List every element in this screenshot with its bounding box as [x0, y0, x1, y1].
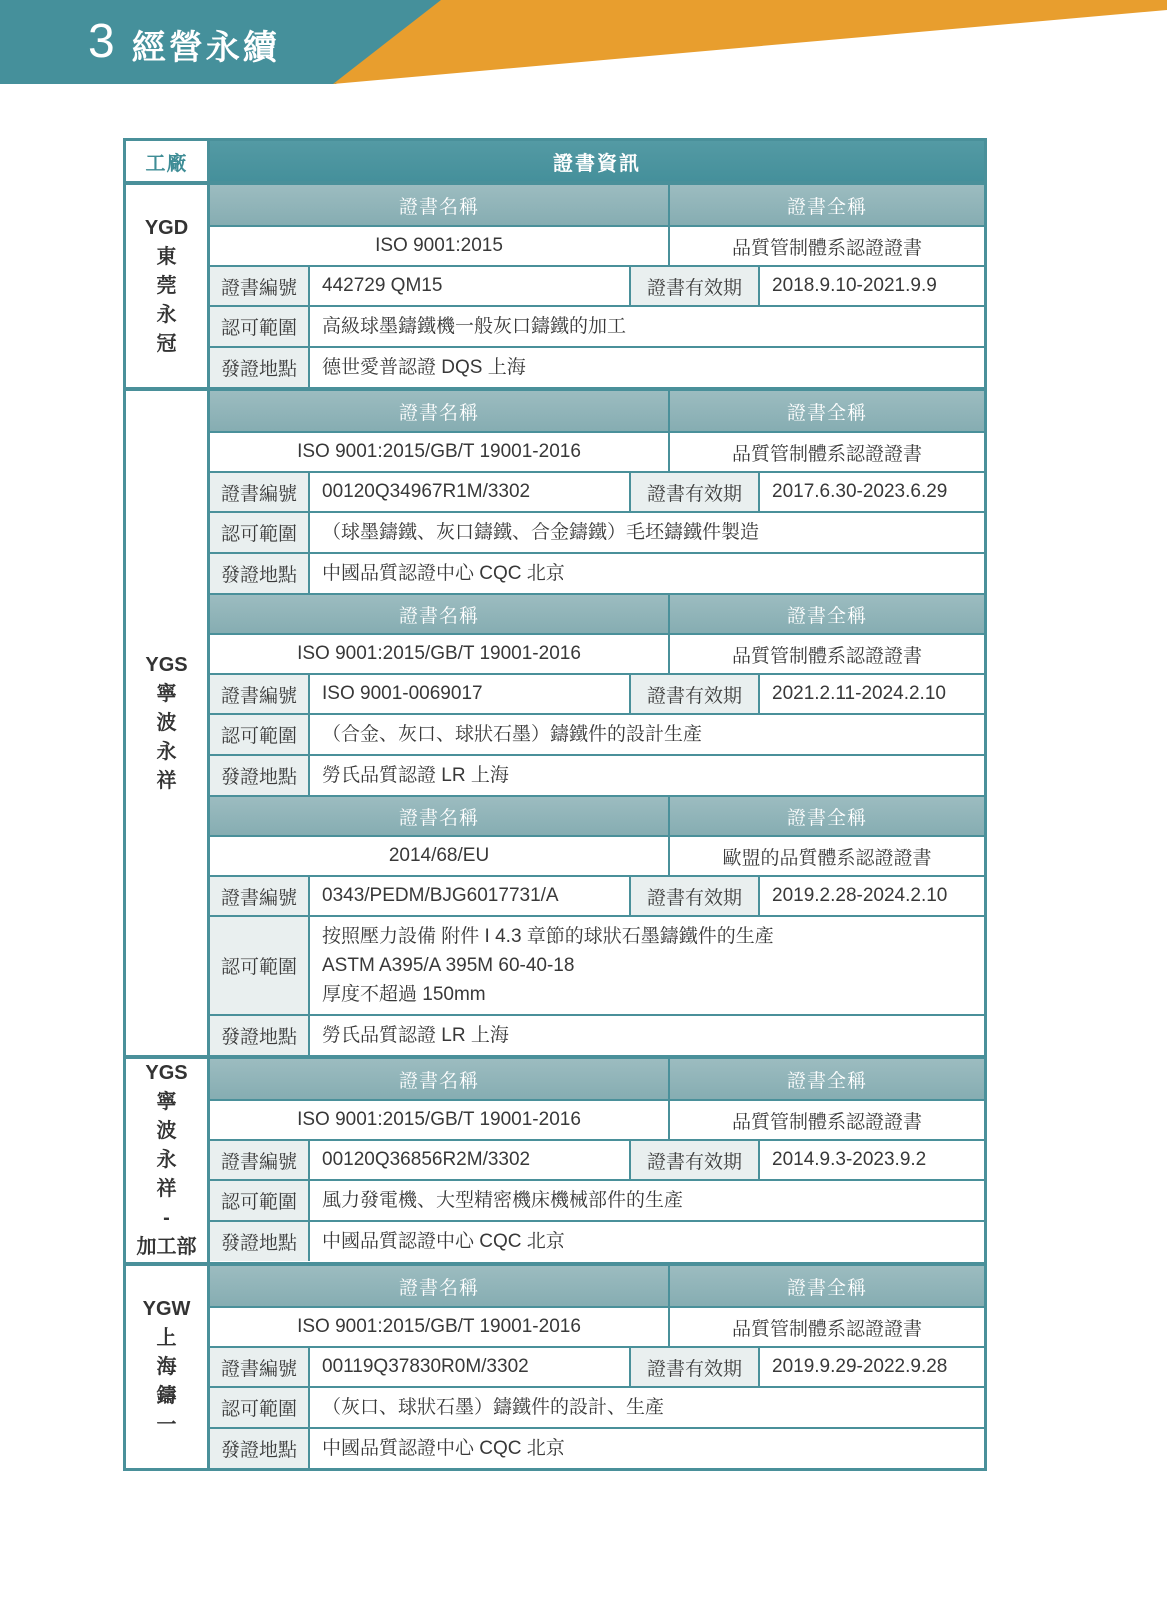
- cert-scope-row: [210, 511, 984, 552]
- cert-place-line: 中國品質認證中心 CQC 北京: [322, 1231, 565, 1252]
- cert-place-value: [310, 348, 984, 387]
- cert-scope-line: （合金、灰口、球狀石墨）鑄鐵件的設計生產: [322, 724, 703, 745]
- cert-scope-line: ASTM A395/A 395M 60-40-18: [322, 955, 575, 976]
- cert-place-line: 德世愛普認證 DQS 上海: [322, 357, 526, 378]
- factory-label-line: YGD: [144, 216, 189, 239]
- certificate-block: [210, 795, 984, 1055]
- cert-validity-value: 2018.9.10-2021.9.9: [772, 275, 937, 296]
- cert-validity-label: 證書有效期: [631, 267, 760, 305]
- cert-scope-label: 認可範圍: [210, 513, 310, 552]
- factory-label-line: 永: [156, 303, 177, 326]
- cert-fullname-column-header: 證書全稱: [670, 1266, 984, 1306]
- cert-list: [210, 1266, 984, 1468]
- cert-name-column-header: 證書名稱: [210, 797, 670, 835]
- factory-label-line: 波: [156, 711, 177, 734]
- factory-label: [126, 1059, 210, 1262]
- cert-subheader-row: [210, 795, 984, 835]
- cert-name-row: [210, 1099, 984, 1139]
- cert-place-line: 中國品質認證中心 CQC 北京: [322, 563, 565, 584]
- factory-label-line: YGW: [142, 1297, 191, 1320]
- cert-list: [210, 1059, 984, 1262]
- factory-label-line: 永: [156, 740, 177, 763]
- cert-place-label: 發證地點: [210, 1016, 310, 1055]
- cert-place-row: [210, 1220, 984, 1261]
- cert-fullname-value: 品質管制體系認證證書: [731, 443, 922, 465]
- certificate-block: [210, 1266, 984, 1468]
- factory-label-line: YGS: [145, 1062, 188, 1084]
- cert-name-column-header: 證書名稱: [210, 1266, 670, 1306]
- cert-name-value: 2014/68/EU: [210, 837, 670, 875]
- cert-scope-value: [310, 513, 984, 552]
- cert-number-row: [210, 1139, 984, 1179]
- cert-number-row: [210, 1346, 984, 1386]
- cert-number-value: 00119Q37830R0M/3302: [310, 1348, 631, 1386]
- cert-number-value: 00120Q34967R1M/3302: [310, 473, 631, 511]
- cert-scope-label: 認可範圍: [210, 715, 310, 754]
- certificate-block: [210, 1059, 984, 1261]
- cert-name-value: ISO 9001:2015/GB/T 19001-2016: [210, 1101, 670, 1139]
- cert-number-value: ISO 9001-0069017: [310, 675, 631, 713]
- cert-place-line: 勞氏品質認證 LR 上海: [322, 765, 509, 786]
- cert-number-value: 442729 QM15: [310, 267, 631, 305]
- cert-scope-value: [310, 715, 984, 754]
- cert-place-label: 發證地點: [210, 756, 310, 795]
- cert-place-row: [210, 552, 984, 593]
- cert-scope-line: 按照壓力設備 附件 I 4.3 章節的球狀石墨鑄鐵件的生產: [322, 926, 774, 947]
- factory-section: [126, 387, 984, 1055]
- cert-scope-row: [210, 305, 984, 346]
- cert-name-column-header: 證書名稱: [210, 595, 670, 633]
- cert-scope-value: [310, 1181, 984, 1220]
- cert-validity-value: 2017.6.30-2023.6.29: [772, 481, 948, 502]
- cert-scope-value: [310, 307, 984, 346]
- cert-number-value: 00120Q36856R2M/3302: [310, 1141, 631, 1179]
- cert-name-value: ISO 9001:2015/GB/T 19001-2016: [210, 433, 670, 471]
- cert-place-row: [210, 754, 984, 795]
- cert-validity-value: 2021.2.11-2024.2.10: [772, 683, 946, 704]
- cert-validity-label: 證書有效期: [631, 1141, 760, 1179]
- chapter-number: 3: [88, 15, 115, 68]
- cert-name-column-header: 證書名稱: [210, 391, 670, 431]
- factory-label-line: 上: [156, 1326, 177, 1349]
- cert-place-value: [310, 1222, 984, 1261]
- cert-validity-label: 證書有效期: [631, 1348, 760, 1386]
- cert-list: [210, 391, 984, 1055]
- factory-section: [126, 181, 984, 387]
- cert-scope-row: [210, 1386, 984, 1427]
- factory-label: [126, 391, 210, 1055]
- factory-label-line: 莞: [156, 274, 177, 297]
- cert-place-value: [310, 1016, 984, 1055]
- cert-subheader-row: [210, 185, 984, 225]
- cert-number-row: [210, 265, 984, 305]
- factory-label: [126, 1266, 210, 1468]
- chapter-heading: [88, 0, 280, 84]
- certificate-block: [210, 593, 984, 795]
- factory-label-line: -: [163, 1207, 170, 1229]
- cert-fullname-column-header: 證書全稱: [670, 1059, 984, 1099]
- cert-name-column-header: 證書名稱: [210, 1059, 670, 1099]
- certificate-block: [210, 185, 984, 387]
- cert-subheader-row: [210, 1059, 984, 1099]
- cert-name-row: [210, 431, 984, 471]
- cert-place-label: 發證地點: [210, 554, 310, 593]
- factory-label-line: 東: [156, 245, 177, 268]
- cert-subheader-row: [210, 593, 984, 633]
- cert-validity-label: 證書有效期: [631, 877, 760, 915]
- table-body: [126, 181, 984, 1468]
- cert-fullname-value: 品質管制體系認證證書: [731, 1318, 922, 1340]
- cert-number-label: 證書編號: [210, 1141, 310, 1179]
- cert-scope-line: （球墨鑄鐵、灰口鑄鐵、合金鑄鐵）毛坯鑄鐵件製造: [322, 522, 760, 543]
- factory-label-line: 祥: [156, 769, 177, 792]
- factory-label-line: 海: [156, 1355, 177, 1378]
- cert-scope-value: [310, 917, 984, 1014]
- cert-list: [210, 185, 984, 387]
- cert-scope-row: [210, 915, 984, 1014]
- cert-fullname-column-header: 證書全稱: [670, 185, 984, 225]
- cert-place-label: 發證地點: [210, 1429, 310, 1468]
- cert-subheader-row: [210, 1266, 984, 1306]
- factory-label-line: YGS: [145, 653, 188, 676]
- cert-name-row: [210, 1306, 984, 1346]
- cert-fullname-column-header: 證書全稱: [670, 595, 984, 633]
- factory-label-line: 永: [156, 1149, 177, 1171]
- cert-scope-line: 厚度不超過 150mm: [322, 984, 486, 1005]
- table-header-row: [126, 141, 984, 181]
- cert-subheader-row: [210, 391, 984, 431]
- cert-name-row: [210, 225, 984, 265]
- cert-scope-row: [210, 713, 984, 754]
- factory-label-line: 鑄: [156, 1384, 177, 1407]
- factory-column-header: 工廠: [126, 141, 210, 181]
- cert-validity-value: 2019.2.28-2024.2.10: [772, 885, 948, 906]
- cert-number-row: [210, 875, 984, 915]
- cert-scope-label: 認可範圍: [210, 917, 310, 1014]
- cert-fullname-value: 品質管制體系認證證書: [731, 645, 922, 667]
- cert-place-row: [210, 346, 984, 387]
- cert-place-row: [210, 1014, 984, 1055]
- cert-number-row: [210, 673, 984, 713]
- cert-scope-line: （灰口、球狀石墨）鑄鐵件的設計、生產: [322, 1397, 665, 1418]
- cert-place-label: 發證地點: [210, 348, 310, 387]
- cert-number-label: 證書編號: [210, 267, 310, 305]
- factory-label-line: 寧: [156, 1091, 177, 1113]
- cert-fullname-column-header: 證書全稱: [670, 797, 984, 835]
- cert-scope-label: 認可範圍: [210, 1388, 310, 1427]
- cert-place-value: [310, 554, 984, 593]
- cert-place-line: 中國品質認證中心 CQC 北京: [322, 1438, 565, 1459]
- cert-number-row: [210, 471, 984, 511]
- cert-scope-label: 認可範圍: [210, 1181, 310, 1220]
- factory-label-line: 一: [156, 1413, 177, 1436]
- factory-section: [126, 1055, 984, 1262]
- cert-place-row: [210, 1427, 984, 1468]
- factory-label: [126, 185, 210, 387]
- cert-number-label: 證書編號: [210, 473, 310, 511]
- factory-label-line: 祥: [156, 1178, 177, 1200]
- cert-name-value: ISO 9001:2015/GB/T 19001-2016: [210, 635, 670, 673]
- cert-name-row: [210, 633, 984, 673]
- certificate-block: [210, 391, 984, 593]
- cert-validity-label: 證書有效期: [631, 675, 760, 713]
- factory-label-line: 寧: [156, 682, 177, 705]
- cert-name-value: ISO 9001:2015/GB/T 19001-2016: [210, 1308, 670, 1346]
- cert-scope-line: 高級球墨鑄鐵機一般灰口鑄鐵的加工: [322, 316, 627, 337]
- cert-place-line: 勞氏品質認證 LR 上海: [322, 1025, 509, 1046]
- cert-fullname-column-header: 證書全稱: [670, 391, 984, 431]
- cert-fullname-value: 品質管制體系認證證書: [731, 237, 922, 259]
- cert-place-label: 發證地點: [210, 1222, 310, 1261]
- factory-label-line: 加工部: [136, 1236, 197, 1258]
- cert-place-value: [310, 756, 984, 795]
- factory-label-line: 波: [156, 1120, 177, 1142]
- chapter-title: 經營永續: [131, 28, 280, 67]
- factory-label-line: 冠: [156, 332, 177, 355]
- cert-validity-value: 2014.9.3-2023.9.2: [772, 1149, 927, 1170]
- cert-validity-label: 證書有效期: [631, 473, 760, 511]
- cert-table: [123, 138, 987, 1471]
- cert-number-label: 證書編號: [210, 675, 310, 713]
- cert-scope-value: [310, 1388, 984, 1427]
- chapter-banner: [0, 0, 1167, 84]
- cert-name-column-header: 證書名稱: [210, 185, 670, 225]
- cert-name-value: ISO 9001:2015: [210, 227, 670, 265]
- cert-number-label: 證書編號: [210, 877, 310, 915]
- cert-place-value: [310, 1429, 984, 1468]
- cert-fullname-value: 歐盟的品質體系認證證書: [722, 847, 932, 869]
- cert-validity-value: 2019.9.29-2022.9.28: [772, 1356, 948, 1377]
- cert-name-row: [210, 835, 984, 875]
- cert-info-header: 證書資訊: [210, 141, 984, 181]
- cert-scope-label: 認可範圍: [210, 307, 310, 346]
- cert-number-value: 0343/PEDM/BJG6017731/A: [310, 877, 631, 915]
- cert-fullname-value: 品質管制體系認證證書: [731, 1111, 922, 1133]
- cert-scope-line: 風力發電機、大型精密機床機械部件的生產: [322, 1190, 684, 1211]
- cert-scope-row: [210, 1179, 984, 1220]
- factory-section: [126, 1262, 984, 1468]
- cert-number-label: 證書編號: [210, 1348, 310, 1386]
